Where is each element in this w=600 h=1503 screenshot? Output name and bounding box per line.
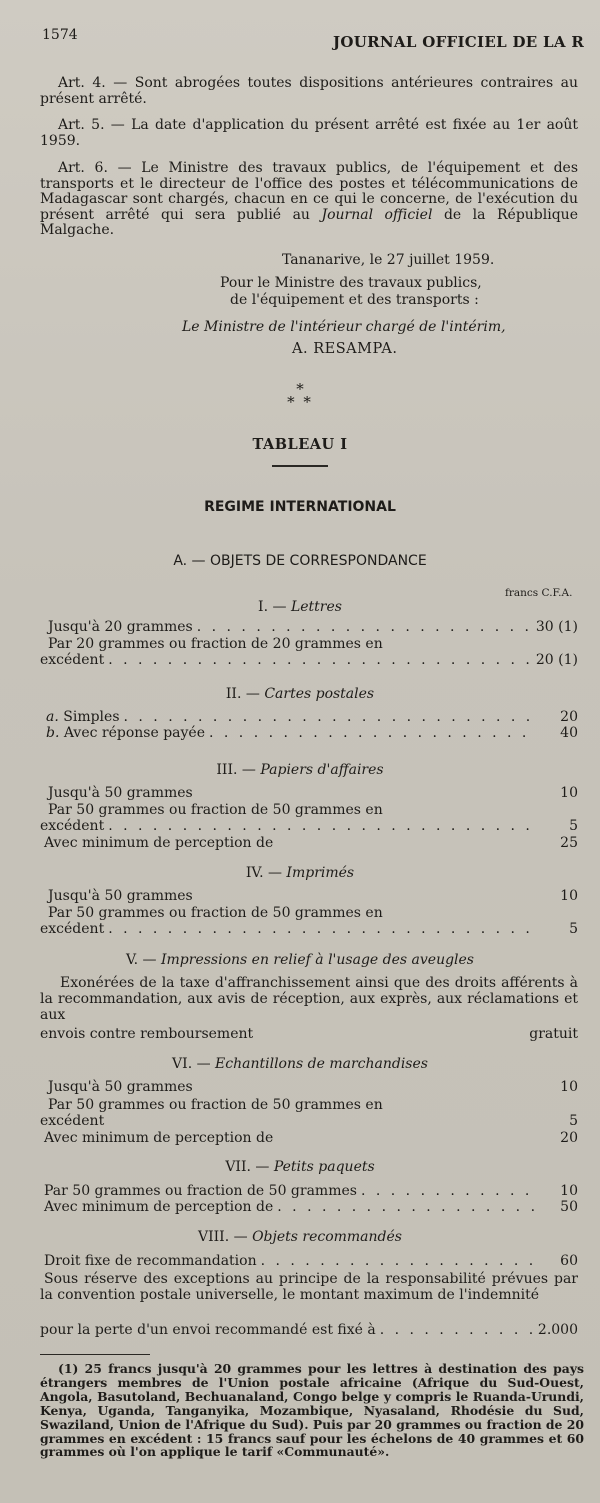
tariff-value: 10 <box>560 785 578 801</box>
tariff-value: 25 <box>560 835 578 851</box>
tariff-row <box>40 1199 578 1215</box>
section-cartes-num: II. — <box>225 686 265 702</box>
tariff-row <box>40 1183 578 1199</box>
leader-dots <box>209 725 538 741</box>
tariff-value: 10 <box>560 1183 578 1199</box>
title-divider <box>272 465 328 467</box>
tariff-row <box>40 921 578 937</box>
section-imprimes-title: Imprimés <box>286 865 355 881</box>
leader-dots <box>108 652 532 668</box>
aveugles-text: Exonérées de la taxe d'affranchissement ainsi que des droits afférents à la recommandation, aux avis de réception, aux exprès, aux réclamations et aux <box>40 975 578 1024</box>
section-paquets-num: VII. — <box>225 1159 274 1175</box>
tariff-row <box>40 1113 578 1129</box>
tariff-value: 20 (1) <box>535 652 578 668</box>
tariff-label: Avec minimum de perception de <box>44 1130 274 1146</box>
tariff-label: Par 50 grammes ou fraction de 50 grammes <box>44 1183 357 1199</box>
article-6-text-1: — Le Ministre des travaux publics, de l'équipement et des transports et le directeur de l'office des postes et télécommunications de Madagascar sont chargés, chacun en ce qui le concerne, de l'exécution du présent arrêté qui sera publié au <box>40 160 579 223</box>
tariff-value: 5 <box>569 1113 578 1129</box>
tariff-row <box>40 619 578 635</box>
section-lettres <box>0 599 600 615</box>
article-4-label: Art. 4. <box>58 75 106 91</box>
tariff-value: 20 <box>560 709 578 725</box>
tariff-row-line: Par 50 grammes ou fraction de 50 grammes en <box>48 1097 383 1113</box>
tariff-label: Avec minimum de perception de <box>44 835 274 851</box>
tariff-row-line: Par 20 grammes ou fraction de 20 grammes en <box>48 636 383 652</box>
tariff-value: 50 <box>560 1199 578 1215</box>
tariff-row <box>40 1322 578 1338</box>
tariff-row <box>40 818 578 834</box>
tariff-row-line: Par 50 grammes ou fraction de 50 grammes en <box>48 802 383 818</box>
footnote-divider <box>40 1354 150 1355</box>
article-5-text: — La date d'application du présent arrêté est fixée au 1er août 1959. <box>40 117 579 149</box>
tariff-label: envois contre remboursement <box>40 1026 254 1042</box>
tariff-label <box>40 725 205 741</box>
item-prefix: a. <box>46 709 59 725</box>
section-lettres-title: Lettres <box>290 599 342 615</box>
section-recommandes-title: Objets recommandés <box>252 1229 402 1245</box>
signatory-name: A. RESAMPA. <box>292 341 398 357</box>
tariff-value: 30 (1) <box>535 619 578 635</box>
section-imprimes-num: IV. — <box>245 865 287 881</box>
tariff-label: Jusqu'à 50 grammes <box>48 1079 193 1095</box>
section-echantillons-title: Echantillons de marchandises <box>215 1056 428 1072</box>
leader-dots <box>277 1199 538 1215</box>
tariff-row <box>40 1253 578 1269</box>
tariff-label: excédent <box>40 921 105 937</box>
tariff-row <box>40 725 578 741</box>
section-paquets <box>0 1159 600 1175</box>
article-5 <box>40 118 578 149</box>
leader-dots <box>361 1183 538 1199</box>
tariff-row <box>40 1026 578 1042</box>
section-aveugles <box>0 952 600 968</box>
place-date: Tananarive, le 27 juillet 1959. <box>282 252 495 268</box>
section-aveugles-title: Impressions en relief à l'usage des aveugles <box>161 952 474 968</box>
tariff-value: 10 <box>560 1079 578 1095</box>
page-number: 1574 <box>42 27 78 43</box>
tariff-value: 20 <box>560 1130 578 1146</box>
tariff-value: 40 <box>560 725 578 741</box>
article-5-label: Art. 5. <box>58 117 105 133</box>
section-cartes-title: Cartes postales <box>264 686 375 702</box>
item-text: Simples <box>58 709 120 725</box>
article-6-journal: Journal officiel <box>321 206 433 223</box>
for-minister-line-1: Pour le Ministre des travaux publics, <box>220 275 482 291</box>
leader-dots <box>108 818 538 834</box>
section-recommandes <box>0 1229 600 1245</box>
separator-stars-bottom: * * <box>287 393 313 411</box>
tariff-value: 60 <box>560 1253 578 1269</box>
article-6-label: Art. 6. <box>58 160 108 176</box>
article-4 <box>40 76 578 107</box>
section-echantillons <box>0 1056 600 1072</box>
tariff-value: 10 <box>560 888 578 904</box>
section-aveugles-num: V. — <box>125 952 161 968</box>
tariff-label: Jusqu'à 50 grammes <box>48 785 193 801</box>
tariff-value: gratuit <box>529 1026 578 1042</box>
tariff-label: excédent <box>40 1113 105 1129</box>
for-minister-line-2: de l'équipement et des transports : <box>230 292 479 308</box>
section-paquets-title: Petits paquets <box>273 1159 375 1175</box>
tariff-row <box>40 835 578 851</box>
tariff-label: Droit fixe de recommandation <box>44 1253 257 1269</box>
section-cartes <box>0 686 600 702</box>
leader-dots <box>108 921 538 937</box>
leader-dots <box>261 1253 538 1269</box>
article-6 <box>40 161 578 239</box>
interim-minister: Le Ministre de l'intérieur chargé de l'intérim, <box>182 319 506 335</box>
section-recommandes-num: VIII. — <box>198 1229 253 1245</box>
section-echantillons-num: VI. — <box>172 1056 216 1072</box>
tariff-value: 5 <box>569 921 578 937</box>
leader-dots <box>197 619 532 635</box>
leader-dots <box>124 709 539 725</box>
tariff-label: pour la perte d'un envoi recommandé est fixé à <box>40 1322 376 1338</box>
tariff-label: excédent <box>40 652 105 668</box>
tariff-row <box>40 1130 578 1146</box>
tariff-row-line: Par 50 grammes ou fraction de 50 grammes en <box>48 905 383 921</box>
article-6-text-2: de la République Malgache. <box>40 206 578 239</box>
leader-dots <box>380 1322 534 1338</box>
tariff-label: excédent <box>40 818 105 834</box>
section-a-heading: A. — OBJETS DE CORRESPONDANCE <box>173 553 427 569</box>
tariff-row <box>40 785 578 801</box>
section-papiers <box>0 762 600 778</box>
tariff-row <box>40 888 578 904</box>
table-title: TABLEAU I <box>252 436 348 453</box>
regime-heading: REGIME INTERNATIONAL <box>204 499 396 515</box>
tariff-row <box>40 709 578 725</box>
recommandes-text: Sous réserve des exceptions au principe de la responsabilité prévues par la convention postale universelle, le montant maximum de l'indemnité <box>40 1271 578 1304</box>
tariff-value: 5 <box>569 818 578 834</box>
item-text: Avec réponse payée <box>59 725 205 741</box>
section-lettres-num: I. — <box>258 599 291 615</box>
tariff-label: Jusqu'à 50 grammes <box>48 888 193 904</box>
section-papiers-num: III. — <box>216 762 261 778</box>
tariff-value: 2.000 <box>537 1322 578 1338</box>
tariff-label: Jusqu'à 20 grammes <box>48 619 193 635</box>
journal-title: JOURNAL OFFICIEL DE LA R <box>333 33 585 51</box>
tariff-label: Avec minimum de perception de <box>44 1199 274 1215</box>
section-papiers-title: Papiers d'affaires <box>260 762 384 778</box>
tariff-row <box>40 1079 578 1095</box>
tariff-label <box>40 709 120 725</box>
section-imprimes <box>0 865 600 881</box>
item-prefix: b. <box>46 725 60 741</box>
currency-label: francs C.F.A. <box>505 587 573 599</box>
tariff-row <box>40 652 578 668</box>
footnote: (1) 25 francs jusqu'à 20 grammes pour les lettres à destination des pays étrangers membres de l'Union postale africaine (Afrique du Sud-Ouest, Angola, Basutoland, Bechuanaland, Congo belge y compris le Ruanda-Urundi, Kenya, Uganda, Tanganyika, Mozambique, Nyasaland, Rhodésie du Sud, Swaziland, Union de l'Afrique du Sud). Puis par 20 grammes ou fraction de 20 grammes en excédent : 15 francs sauf pour les échelons de 40 grammes et 60 grammes où l'on applique le tarif «Communauté». <box>40 1361 584 1460</box>
article-4-text: — Sont abrogées toutes dispositions antérieures contraires au présent arrêté. <box>40 75 579 107</box>
separator-star-top: * <box>296 380 304 398</box>
